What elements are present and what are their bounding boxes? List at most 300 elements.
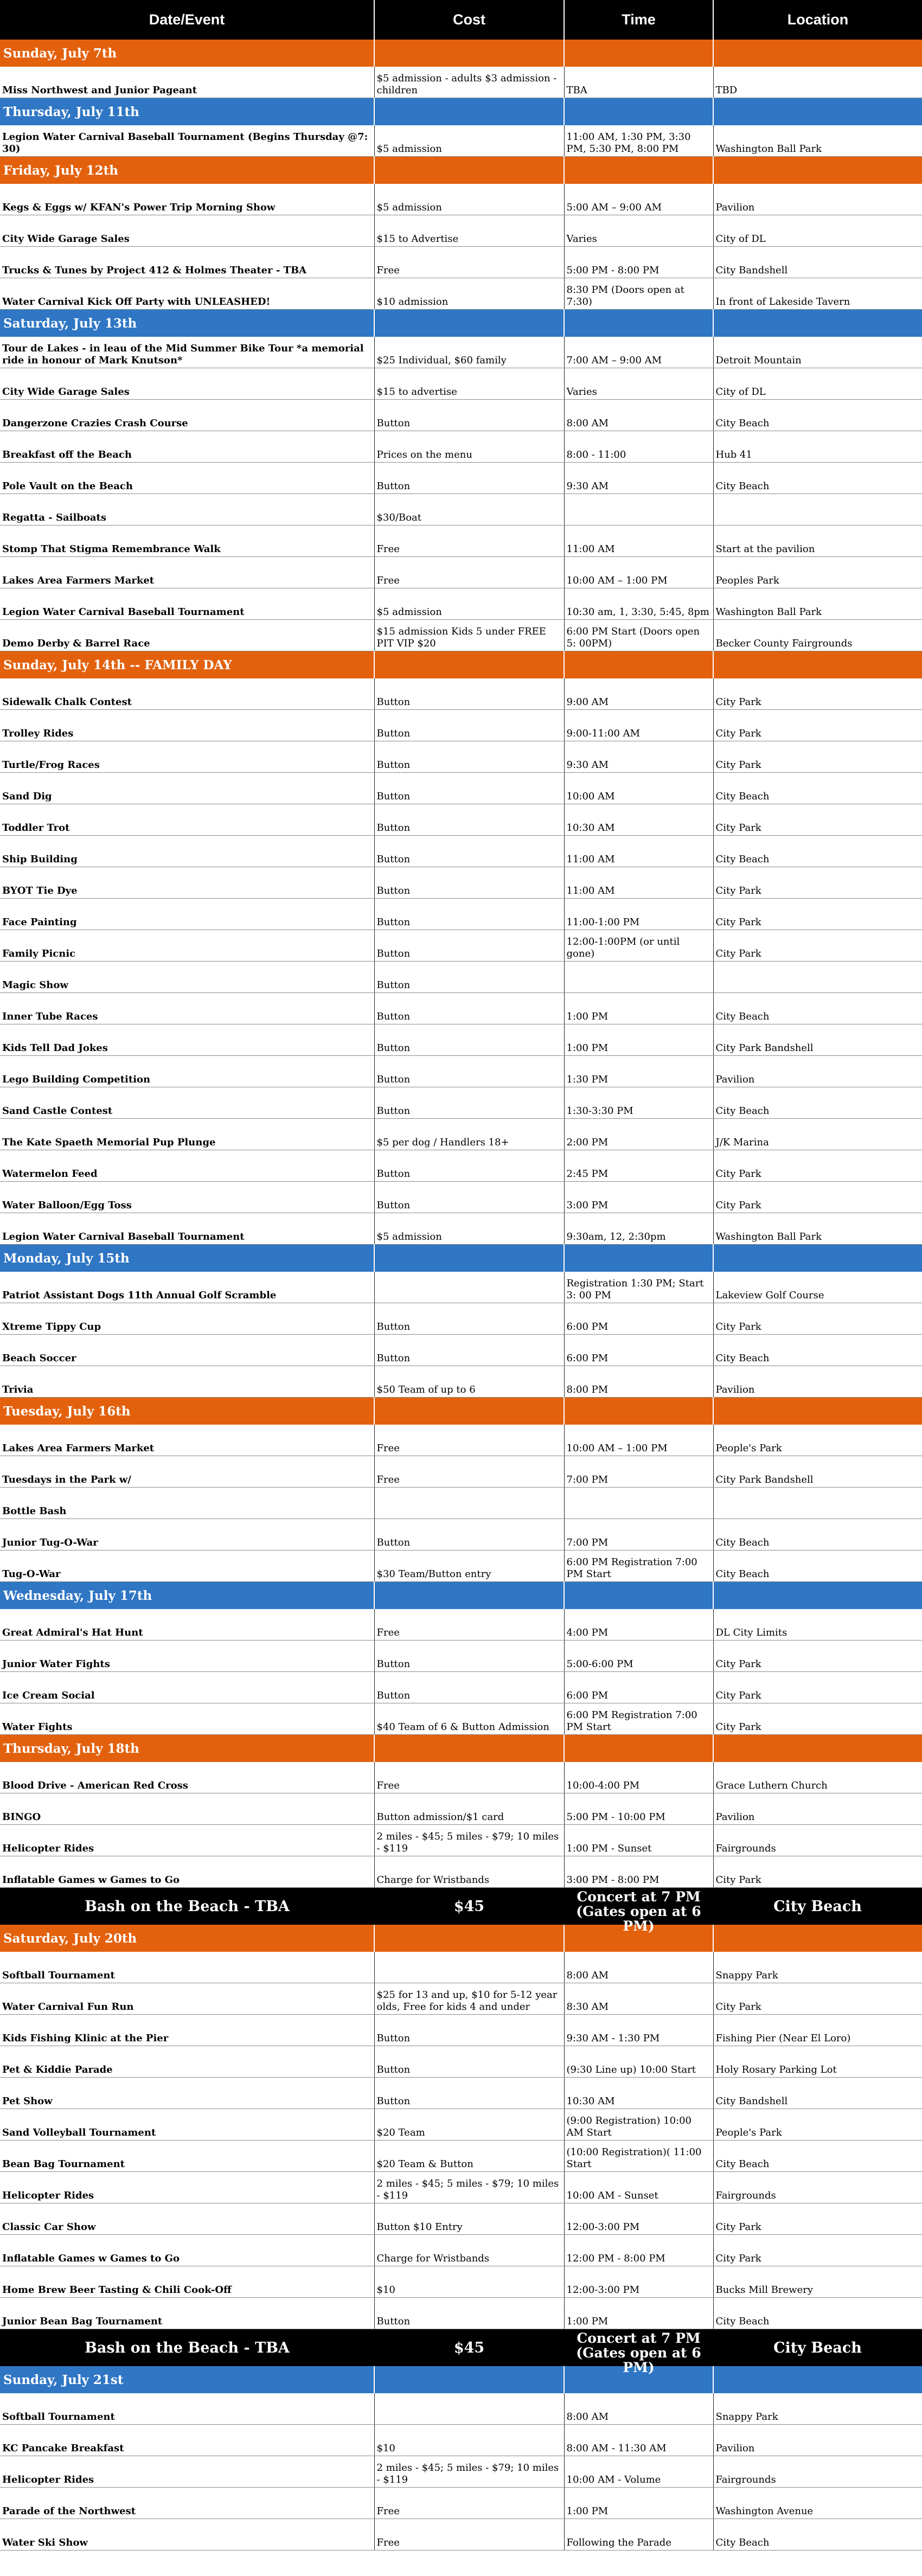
event-name-cell: Sand Castle Contest [0,1087,374,1119]
date-section-filler [564,1398,713,1425]
location-cell: City Park [713,1703,922,1735]
time-cell: 1:30 PM [564,1056,713,1087]
date-section-filler [564,40,713,67]
cost-cell: Button [374,1303,564,1335]
event-row [0,773,922,804]
event-row [0,930,922,962]
location-cell: City Park [713,1641,922,1672]
cost-cell: 2 miles - $45; 5 miles - $79; 10 miles - $119 [374,2172,564,2203]
time-cell: 10:00 AM – 1:00 PM [564,1425,713,1456]
time-cell: 7:00 PM [564,1519,713,1550]
location-cell: J/K Marina [713,1119,922,1150]
header-date-event: Date/Event [0,0,374,40]
location-cell: City Park Bandshell [713,1456,922,1488]
event-name-cell: Patriot Assistant Dogs 11th Annual Golf Scramble [0,1272,374,1303]
time-cell: 5:00 PM - 10:00 PM [564,1793,713,1825]
location-cell: Detroit Mountain [713,337,922,368]
event-row [0,2109,922,2141]
cost-cell [374,1488,564,1519]
date-section-filler [374,1398,564,1425]
cost-cell: Free [374,526,564,557]
date-section-row [0,651,922,679]
event-name-cell: Helicopter Rides [0,2456,374,2488]
date-section-row [0,40,922,67]
location-cell [713,962,922,993]
event-row [0,1609,922,1641]
event-name-cell: Helicopter Rides [0,1825,374,1856]
event-row [0,1024,922,1056]
cost-cell: Button [374,1641,564,1672]
event-row [0,1272,922,1303]
location-cell: Fairgrounds [713,2456,922,2488]
date-section-filler [564,310,713,337]
event-name-cell: Softball Tournament [0,1952,374,1983]
event-row [0,2519,922,2551]
location-cell [713,1488,922,1519]
location-cell: People's Park [713,2109,922,2141]
event-name-cell: KC Pancake Breakfast [0,2425,374,2456]
time-cell: 5:00-6:00 PM [564,1641,713,1672]
cost-cell: Button [374,2298,564,2329]
cost-cell: Button [374,710,564,741]
event-row [0,1488,922,1519]
cost-cell: Free [374,1609,564,1641]
time-cell: 5:00 PM - 8:00 PM [564,247,713,278]
time-cell: 8:30 PM (Doors open at 7:30) [564,278,713,310]
time-cell: 5:00 AM – 9:00 AM [564,184,713,215]
event-name-cell: Parade of the Northwest [0,2488,374,2519]
event-name-cell: Lego Building Competition [0,1056,374,1087]
cost-cell: Button [374,804,564,836]
event-name-cell: Bottle Bash [0,1488,374,1519]
event-name-cell: Lakes Area Farmers Market [0,1425,374,1456]
location-cell: City Beach [713,1335,922,1366]
time-cell: TBA [564,67,713,98]
location-cell: City Park [713,1983,922,2015]
cost-cell: $50 Team of up to 6 [374,1366,564,1398]
time-cell: 11:00 AM, 1:30 PM, 3:30 PM, 5:30 PM, 8:00 PM [564,125,713,157]
event-row [0,1150,922,1182]
location-cell: Washington Ball Park [713,1213,922,1245]
event-name-cell: Trolley Rides [0,710,374,741]
event-name-cell: Breakfast off the Beach [0,431,374,463]
time-cell: 9:00-11:00 AM [564,710,713,741]
header-cost: Cost [374,0,564,40]
time-cell: 11:00 AM [564,526,713,557]
header-location: Location [713,0,922,40]
event-row [0,526,922,557]
event-row [0,278,922,310]
cost-cell: $10 admission [374,278,564,310]
time-cell: 1:00 PM - Sunset [564,1825,713,1856]
event-name-cell: Trucks & Tunes by Project 412 & Holmes Theater - TBA [0,247,374,278]
location-cell: City Park [713,710,922,741]
date-section-label: Saturday, July 20th [0,1925,374,1952]
event-row [0,463,922,494]
event-name-cell: Trivia [0,1366,374,1398]
location-cell: City Beach [713,2519,922,2551]
cost-cell: Button [374,1150,564,1182]
date-section-filler [564,157,713,184]
time-cell: 8:00 AM - 11:30 AM [564,2425,713,2456]
event-name-cell: Legion Water Carnival Baseball Tournament [0,1213,374,1245]
date-section-filler [374,310,564,337]
date-section-filler [713,1582,922,1610]
event-row [0,400,922,431]
cost-cell: Charge for Wristbands [374,2235,564,2266]
event-name-cell: Bash on the Beach - TBA [0,1888,374,1925]
location-cell: Washington Ball Park [713,125,922,157]
cost-cell: Button [374,1335,564,1366]
location-cell: In front of Lakeside Tavern [713,278,922,310]
cost-cell: Button [374,1519,564,1550]
time-cell: 2:45 PM [564,1150,713,1182]
cost-cell: $15 to Advertise [374,215,564,247]
date-section-row [0,1735,922,1763]
event-row [0,741,922,773]
event-row [0,1519,922,1550]
date-section-label: Sunday, July 21st [0,2366,374,2393]
date-section-row [0,1245,922,1272]
event-row [0,993,922,1024]
time-cell: 3:00 PM - 8:00 PM [564,1856,713,1888]
cost-cell: $15 to advertise [374,368,564,400]
highlight-event-row [0,1888,922,1925]
event-name-cell: Junior Bean Bag Tournament [0,2298,374,2329]
cost-cell: $5 admission [374,125,564,157]
event-row [0,67,922,98]
event-row [0,588,922,620]
event-name-cell: Inflatable Games w Games to Go [0,1856,374,1888]
cost-cell: $5 admission [374,588,564,620]
time-cell: 9:30 AM [564,463,713,494]
event-row [0,431,922,463]
event-name-cell: Inflatable Games w Games to Go [0,2235,374,2266]
location-cell: Fishing Pier (Near El Loro) [713,2015,922,2046]
date-section-filler [374,1245,564,1272]
event-row [0,557,922,588]
time-cell: 10:00 AM - Volume [564,2456,713,2488]
date-section-filler [564,651,713,679]
event-name-cell: Classic Car Show [0,2203,374,2235]
location-cell: City Beach [713,1087,922,1119]
event-name-cell: Turtle/Frog Races [0,741,374,773]
event-row [0,804,922,836]
cost-cell: Button [374,930,564,962]
date-section-label: Tuesday, July 16th [0,1398,374,1425]
event-row [0,1456,922,1488]
event-name-cell: Pet & Kiddie Parade [0,2046,374,2078]
date-section-filler [374,2366,564,2393]
event-row [0,215,922,247]
time-cell: 4:00 PM [564,1609,713,1641]
event-name-cell: Pet Show [0,2078,374,2109]
time-cell: 9:30 AM [564,741,713,773]
event-row [0,247,922,278]
date-section-filler [374,1925,564,1952]
event-row [0,2235,922,2266]
time-cell: 8:00 - 11:00 [564,431,713,463]
event-name-cell: City Wide Garage Sales [0,368,374,400]
cost-cell: Button [374,836,564,867]
event-row [0,1793,922,1825]
cost-cell: Button [374,867,564,899]
time-cell: 9:00 AM [564,678,713,710]
cost-cell: Prices on the menu [374,431,564,463]
cost-cell: Button [374,2015,564,2046]
date-section-label: Friday, July 12th [0,157,374,184]
event-row [0,836,922,867]
event-row [0,368,922,400]
event-name-cell: Water Carnival Kick Off Party with UNLEASHED! [0,278,374,310]
location-cell: Hub 41 [713,431,922,463]
cost-cell: Button [374,1672,564,1703]
location-cell: City Park [713,2203,922,2235]
cost-cell: Button [374,993,564,1024]
event-name-cell: Pole Vault on the Beach [0,463,374,494]
event-row [0,899,922,930]
location-cell: Grace Luthern Church [713,1762,922,1793]
event-row [0,2298,922,2329]
date-section-label: Thursday, July 11th [0,98,374,126]
cost-cell: Free [374,557,564,588]
cost-cell: $40 Team of 6 & Button Admission [374,1703,564,1735]
event-name-cell: Beach Soccer [0,1335,374,1366]
time-cell: 9:30 AM - 1:30 PM [564,2015,713,2046]
date-section-filler [713,98,922,126]
location-cell: Pavilion [713,1056,922,1087]
location-cell: Peoples Park [713,557,922,588]
cost-cell: Button [374,1182,564,1213]
location-cell: City Park [713,867,922,899]
location-cell: City Beach [713,2141,922,2172]
cost-cell: $30/Boat [374,494,564,526]
location-cell: City Beach [713,773,922,804]
date-section-row [0,1925,922,1952]
event-name-cell: Water Fights [0,1703,374,1735]
time-cell: 10:30 am, 1, 3:30, 5:45, 8pm [564,588,713,620]
schedule-body [0,40,922,2551]
cost-cell: Button [374,1056,564,1087]
event-name-cell: Miss Northwest and Junior Pageant [0,67,374,98]
cost-cell: Free [374,1425,564,1456]
location-cell: City Park [713,1303,922,1335]
header-row [0,0,922,40]
event-row [0,1056,922,1087]
location-cell: City Park [713,1182,922,1213]
time-cell: 10:00 AM – 1:00 PM [564,557,713,588]
event-name-cell: Tour de Lakes - in leau of the Mid Summer Bike Tour *a memorial ride in honour of Mark Knutson* [0,337,374,368]
date-section-filler [564,1245,713,1272]
event-name-cell: Lakes Area Farmers Market [0,557,374,588]
date-section-label: Wednesday, July 17th [0,1582,374,1610]
event-name-cell: BINGO [0,1793,374,1825]
date-section-filler [374,157,564,184]
event-row [0,2266,922,2298]
cost-cell: $45 [374,1888,564,1925]
cost-cell: 2 miles - $45; 5 miles - $79; 10 miles - $119 [374,2456,564,2488]
event-row [0,1952,922,1983]
location-cell: City Beach [713,1550,922,1582]
location-cell: City Park [713,2235,922,2266]
event-row [0,2425,922,2456]
time-cell: 10:00-4:00 PM [564,1762,713,1793]
date-section-row [0,1398,922,1425]
event-name-cell: Watermelon Feed [0,1150,374,1182]
location-cell: Pavilion [713,1793,922,1825]
time-cell: 12:00-1:00PM (or until gone) [564,930,713,962]
event-name-cell: Magic Show [0,962,374,993]
location-cell: Pavilion [713,184,922,215]
time-cell: Following the Parade [564,2519,713,2551]
event-name-cell: City Wide Garage Sales [0,215,374,247]
location-cell: City Beach [713,463,922,494]
time-cell: 11:00-1:00 PM [564,899,713,930]
date-section-filler [713,310,922,337]
time-cell: 6:00 PM Start (Doors open 5: 00PM) [564,620,713,651]
event-name-cell: Blood Drive - American Red Cross [0,1762,374,1793]
event-row [0,1825,922,1856]
time-cell: Registration 1:30 PM; Start 3: 00 PM [564,1272,713,1303]
event-row [0,494,922,526]
cost-cell: Free [374,247,564,278]
cost-cell [374,1952,564,1983]
event-name-cell: Softball Tournament [0,2393,374,2425]
event-row [0,1087,922,1119]
location-cell: Snappy Park [713,1952,922,1983]
time-cell: 6:00 PM [564,1672,713,1703]
event-name-cell: Bean Bag Tournament [0,2141,374,2172]
event-row [0,1703,922,1735]
event-row [0,1366,922,1398]
date-section-filler [374,651,564,679]
location-cell: Washington Avenue [713,2488,922,2519]
location-cell: City Park Bandshell [713,1024,922,1056]
event-name-cell: Sand Volleyball Tournament [0,2109,374,2141]
concert-time-text: Concert at 7 PM (Gates open at 6 PM) [576,2330,701,2375]
cost-cell: Button [374,2078,564,2109]
time-cell: 3:00 PM [564,1182,713,1213]
event-name-cell: Regatta - Sailboats [0,494,374,526]
cost-cell: Free [374,2519,564,2551]
date-section-row [0,1582,922,1610]
date-section-row [0,310,922,337]
location-cell: City Park [713,1150,922,1182]
location-cell: City of DL [713,215,922,247]
event-row [0,1762,922,1793]
time-cell: 1:00 PM [564,2488,713,2519]
cost-cell: Button [374,400,564,431]
event-name-cell: Xtreme Tippy Cup [0,1303,374,1335]
date-section-filler [713,651,922,679]
time-cell: Varies [564,368,713,400]
event-name-cell: Water Balloon/Egg Toss [0,1182,374,1213]
event-name-cell: The Kate Spaeth Memorial Pup Plunge [0,1119,374,1150]
location-cell: TBD [713,67,922,98]
date-section-filler [713,1398,922,1425]
event-row [0,2203,922,2235]
event-name-cell: Sidewalk Chalk Contest [0,678,374,710]
event-row [0,962,922,993]
time-cell [564,494,713,526]
date-section-filler [713,2366,922,2393]
time-cell: 8:00 AM [564,400,713,431]
event-name-cell: Face Painting [0,899,374,930]
location-cell: City Park [713,930,922,962]
location-cell: City Park [713,678,922,710]
header-time: Time [564,0,713,40]
time-cell: 10:00 AM - Sunset [564,2172,713,2203]
event-name-cell: Kids Fishing Klinic at the Pier [0,2015,374,2046]
date-section-label: Thursday, July 18th [0,1735,374,1763]
time-cell: 10:30 AM [564,2078,713,2109]
cost-cell: $5 admission - adults $3 admission - children [374,67,564,98]
time-cell: 12:00 PM - 8:00 PM [564,2235,713,2266]
cost-cell: $5 admission [374,1213,564,1245]
location-cell: City Park [713,1672,922,1703]
date-section-filler [713,1925,922,1952]
location-cell: People's Park [713,1425,922,1456]
cost-cell: $20 Team & Button [374,2141,564,2172]
event-row [0,867,922,899]
time-cell: 8:30 AM [564,1983,713,2015]
time-cell: (9:00 Registration) 10:00 AM Start [564,2109,713,2141]
time-cell: 10:30 AM [564,804,713,836]
event-row [0,1213,922,1245]
event-row [0,184,922,215]
concert-time-text: Concert at 7 PM (Gates open at 6 PM) [576,1889,701,1934]
time-cell: 10:00 AM [564,773,713,804]
location-cell: City Beach [713,2298,922,2329]
event-name-cell: Demo Derby & Barrel Race [0,620,374,651]
location-cell [713,494,922,526]
event-name-cell: Stomp That Stigma Remembrance Walk [0,526,374,557]
cost-cell: Button [374,962,564,993]
time-cell: (10:00 Registration)( 11:00 Start [564,2141,713,2172]
time-cell: 1:00 PM [564,1024,713,1056]
cost-cell: $25 Individual, $60 family [374,337,564,368]
event-name-cell: Water Ski Show [0,2519,374,2551]
time-cell: Varies [564,215,713,247]
location-cell: Lakeview Golf Course [713,1272,922,1303]
location-cell: Snappy Park [713,2393,922,2425]
date-section-filler [713,40,922,67]
event-name-cell: Water Carnival Fun Run [0,1983,374,2015]
cost-cell: Charge for Wristbands [374,1856,564,1888]
time-cell: 1:30-3:30 PM [564,1087,713,1119]
location-cell: DL City Limits [713,1609,922,1641]
event-row [0,125,922,157]
location-cell: Bucks Mill Brewery [713,2266,922,2298]
event-row [0,1119,922,1150]
event-name-cell: Home Brew Beer Tasting & Chili Cook-Off [0,2266,374,2298]
location-cell: City Bandshell [713,2078,922,2109]
time-cell: 11:00 AM [564,867,713,899]
location-cell: City Beach [713,400,922,431]
event-row [0,337,922,368]
date-section-filler [564,98,713,126]
location-cell: City Beach [713,1888,922,1925]
event-name-cell: Sand Dig [0,773,374,804]
cost-cell: $5 per dog / Handlers 18+ [374,1119,564,1150]
time-cell: 6:00 PM Registration 7:00 PM Start [564,1550,713,1582]
event-row [0,1182,922,1213]
event-row [0,620,922,651]
time-cell: 2:00 PM [564,1119,713,1150]
time-cell: 7:00 AM – 9:00 AM [564,337,713,368]
event-name-cell: Dangerzone Crazies Crash Course [0,400,374,431]
date-section-filler [374,1582,564,1610]
